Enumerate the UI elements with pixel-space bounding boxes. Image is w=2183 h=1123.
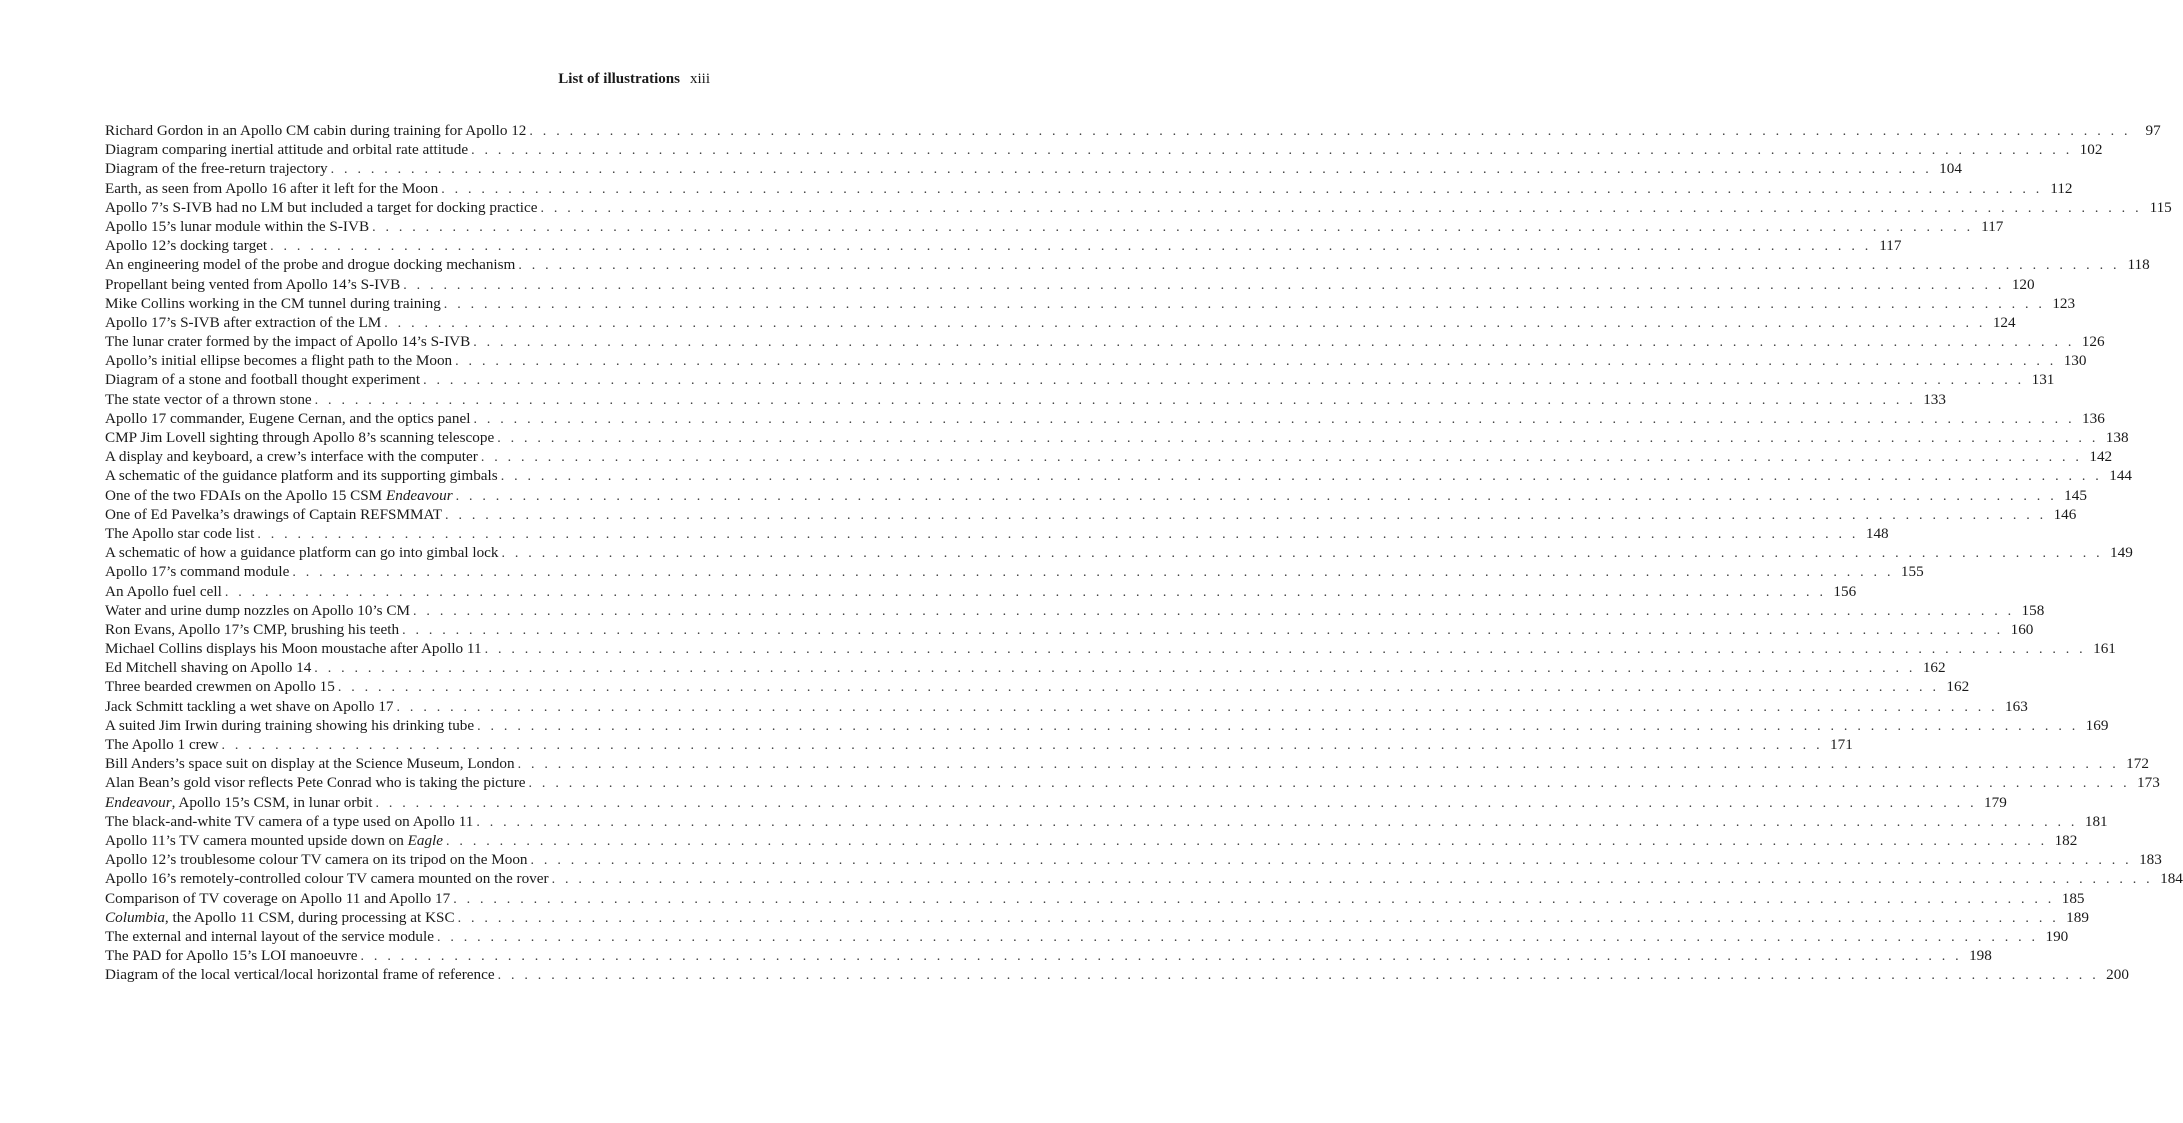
title-text: Apollo 11’s TV camera mounted upside down on [105,831,408,849]
running-head [558,70,710,88]
page-number: 179 [1984,793,2007,811]
italic-title-text: Endeavour [385,486,453,504]
dot-leader: . . . . . . . . . . . . . . . . . . . . . . . . . . . . . . . . . . . . . . . . . . . . . . . . . . . . . . . . . . . . . . . . . . . . . . . . . . . . . . . . . . . . . . . . . . . . . . . . . . . . . . . . . . . . . . . . . . . . . . . . [270,239,1872,255]
dot-leader: . . . . . . . . . . . . . . . . . . . . . . . . . . . . . . . . . . . . . . . . . . . . . . . . . . . . . . . . . . . . . . . . . . . . . . . . . . . . . . . . . . . . . . . . . . . . . . . . . . . . . . . . . . . . . . . . . . . . . . . . [484,642,2086,658]
illustration-title [105,965,498,984]
dot-leader: . . . . . . . . . . . . . . . . . . . . . . . . . . . . . . . . . . . . . . . . . . . . . . . . . . . . . . . . . . . . . . . . . . . . . . . . . . . . . . . . . . . . . . . . . . . . . . . . . . . . . . . . . . . . . . . . . . . . . . . . [473,335,2075,351]
list-item [105,793,2007,812]
list-item [105,390,1946,409]
dot-leader: . . . . . . . . . . . . . . . . . . . . . . . . . . . . . . . . . . . . . . . . . . . . . . . . . . . . . . . . . . . . . . . . . . . . . . . . . . . . . . . . . . . . . . . . . . . . . . . . . . . . . . . . . . . . . . . . . . . . . . . . [436,929,2039,945]
page-number: 142 [2089,448,2113,466]
illustration-title [105,927,437,946]
illustration-title [105,428,497,447]
list-item [105,447,2113,466]
list-item [105,179,2073,198]
page-number: 181 [2084,812,2108,830]
list-item [105,409,2105,428]
dot-leader: . . . . . . . . . . . . . . . . . . . . . . . . . . . . . . . . . . . . . . . . . . . . . . . . . . . . . . . . . . . . . . . . . . . . . . . . . . . . . . . . . . . . . . . . . . . . . . . . . . . . . . . . . . . . . . . . . . . . . . . . [221,738,1823,753]
dot-leader: . . . . . . . . . . . . . . . . . . . . . . . . . . . . . . . . . . . . . . . . . . . . . . . . . . . . . . . . . . . . . . . . . . . . . . . . . . . . . . . . . . . . . . . . . . . . . . . . . . . . . . . . . . . . . . . . . . . . . . . . [518,258,2120,274]
page-number: 145 [2064,486,2087,504]
illustration-title [105,869,552,888]
dot-leader: . . . . . . . . . . . . . . . . . . . . . . . . . . . . . . . . . . . . . . . . . . . . . . . . . . . . . . . . . . . . . . . . . . . . . . . . . . . . . . . . . . . . . . . . . . . . . . . . . . . . . . . . . . . . . . . . . . . . . . . . [443,296,2046,312]
page-number: 155 [1900,563,1924,581]
page-number: 146 [2053,505,2077,523]
illustration-title [105,447,481,466]
illustration-title [105,179,441,198]
dot-leader: . . . . . . . . . . . . . . . . . . . . . . . . . . . . . . . . . . . . . . . . . . . . . . . . . . . . . . . . . . . . . . . . . . . . . . . . . . . . . . . . . . . . . . . . . . . . . . . . . . . . . . . . . . . . . . . . . . . . . . . . [529,124,2131,139]
illustration-title [105,332,473,351]
list-item [105,543,2133,562]
dot-leader: . . . . . . . . . . . . . . . . . . . . . . . . . . . . . . . . . . . . . . . . . . . . . . . . . . . . . . . . . . . . . . . . . . . . . . . . . . . . . . . . . . . . . . . . . . . . . . . . . . . . . . . . . . . . . . . . . . . . . . . . [423,373,2025,389]
dot-leader: . . . . . . . . . . . . . . . . . . . . . . . . . . . . . . . . . . . . . . . . . . . . . . . . . . . . . . . . . . . . . . . . . . . . . . . . . . . . . . . . . . . . . . . . . . . . . . . . . . . . . . . . . . . . . . . . . . . . . . . . [471,143,2073,159]
title-text: The PAD for Apollo 15’s LOI manoeuvre [105,947,358,965]
list-item [105,620,2034,639]
page-number: 163 [2005,697,2028,715]
title-text: Diagram of a stone and football thought experiment [105,371,421,389]
illustration-title [105,505,445,524]
list-item [105,524,1889,543]
list-item [105,601,2045,620]
illustration-title [105,198,540,217]
title-text: Three bearded crewmen on Apollo 15 [105,678,335,696]
page-number: 160 [2010,620,2034,638]
dot-leader: . . . . . . . . . . . . . . . . . . . . . . . . . . . . . . . . . . . . . . . . . . . . . . . . . . . . . . . . . . . . . . . . . . . . . . . . . . . . . . . . . . . . . . . . . . . . . . . . . . . . . . . . . . . . . . . . . . . . . . . . [413,603,2015,619]
title-text: Apollo 12’s troublesome colour TV camera on its tripod on the Moon [105,851,528,869]
title-text: An Apollo fuel cell [105,582,222,600]
page-number: 120 [2011,275,2035,293]
illustration-title [105,735,221,754]
running-head-title: List of illustrations [558,71,680,87]
page-number: 198 [1969,947,1992,965]
illustration-title [105,255,518,274]
illustration-title [105,582,225,601]
list-item [105,486,2087,505]
dot-leader: . . . . . . . . . . . . . . . . . . . . . . . . . . . . . . . . . . . . . . . . . . . . . . . . . . . . . . . . . . . . . . . . . . . . . . . . . . . . . . . . . . . . . . . . . . . . . . . . . . . . . . . . . . . . . . . . . . . . . . . . [517,757,2119,773]
list-item [105,275,2035,294]
italic-title-text: Endeavour [105,793,172,811]
list-item [105,716,2109,735]
dot-leader: . . . . . . . . . . . . . . . . . . . . . . . . . . . . . . . . . . . . . . . . . . . . . . . . . . . . . . . . . . . . . . . . . . . . . . . . . . . . . . . . . . . . . . . . . . . . . . . . . . . . . . . . . . . . . . . . . . . . . . . . [360,949,1962,965]
illustration-title [105,121,529,140]
dot-leader: . . . . . . . . . . . . . . . . . . . . . . . . . . . . . . . . . . . . . . . . . . . . . . . . . . . . . . . . . . . . . . . . . . . . . . . . . . . . . . . . . . . . . . . . . . . . . . . . . . . . . . . . . . . . . . . . . . . . . . . . [501,546,2103,562]
title-text: The external and internal layout of the service module [105,927,434,945]
list-item [105,562,1924,581]
dot-leader: . . . . . . . . . . . . . . . . . . . . . . . . . . . . . . . . . . . . . . . . . . . . . . . . . . . . . . . . . . . . . . . . . . . . . . . . . . . . . . . . . . . . . . . . . . . . . . . . . . . . . . . . . . . . . . . . . . . . . . . . [396,699,1998,715]
page-number: 148 [1865,524,1889,542]
illustration-title [105,524,257,543]
list-item [105,332,2105,351]
title-text: A schematic of the guidance platform and its supporting gimbals [105,467,498,485]
title-text: Water and urine dump nozzles on Apollo 10’s CM [105,601,411,619]
list-item [105,428,2129,447]
illustration-title [105,466,501,485]
list-item [105,351,2087,370]
running-head-page-number: xiii [689,71,710,87]
list-item [105,466,2132,485]
dot-leader: . . . . . . . . . . . . . . . . . . . . . . . . . . . . . . . . . . . . . . . . . . . . . . . . . . . . . . . . . . . . . . . . . . . . . . . . . . . . . . . . . . . . . . . . . . . . . . . . . . . . . . . . . . . . . . . . . . . . . . . . [337,680,1940,696]
title-text: Diagram of the free-return trajectory [105,160,328,178]
title-text: One of Ed Pavelka’s drawings of Captain REFSMMAT [105,505,443,523]
page-number: 173 [2137,774,2160,792]
page-number: 131 [2031,371,2055,389]
list-item [105,812,2108,831]
title-text: The Apollo star code list [105,524,255,542]
dot-leader: . . . . . . . . . . . . . . . . . . . . . . . . . . . . . . . . . . . . . . . . . . . . . . . . . . . . . . . . . . . . . . . . . . . . . . . . . . . . . . . . . . . . . . . . . . . . . . . . . . . . . . . . . . . . . . . . . . . . . . . . [497,431,2099,446]
list-item [105,773,2160,792]
illustration-title [105,390,315,409]
list-item [105,255,2150,274]
title-text: Ron Evans, Apollo 17’s CMP, brushing his teeth [105,620,400,638]
title-text: Apollo 17’s command module [105,563,290,581]
title-text: Apollo 15’s lunar module within the S-IVB [105,217,370,235]
page-number: 138 [2105,429,2129,446]
dot-leader: . . . . . . . . . . . . . . . . . . . . . . . . . . . . . . . . . . . . . . . . . . . . . . . . . . . . . . . . . . . . . . . . . . . . . . . . . . . . . . . . . . . . . . . . . . . . . . . . . . . . . . . . . . . . . . . . . . . . . . . . [441,181,2043,197]
illustration-title [105,313,384,332]
illustration-title [105,773,529,792]
title-text: CMP Jim Lovell sighting through Apollo 8’s scanning telescope [105,429,495,446]
page-number: 149 [2110,544,2133,562]
illustration-title [105,908,458,927]
list-item [105,159,1962,178]
illustration-title [105,639,485,658]
dot-leader: . . . . . . . . . . . . . . . . . . . . . . . . . . . . . . . . . . . . . . . . . . . . . . . . . . . . . . . . . . . . . . . . . . . . . . . . . . . . . . . . . . . . . . . . . . . . . . . . . . . . . . . . . . . . . . . . . . . . . . . . [455,354,2057,370]
illustration-title [105,658,314,677]
illustration-title [105,140,471,159]
title-text: The black-and-white TV camera of a type used on Apollo 11 [105,812,474,830]
title-text: A suited Jim Irwin during training showing his drinking tube [105,716,475,734]
title-text: The lunar crater formed by the impact of Apollo 14’s S-IVB [105,333,471,351]
italic-title-text: Eagle [407,831,444,849]
title-text: Diagram of the local vertical/local horizontal frame of reference [105,966,495,984]
illustration-title [105,562,292,581]
dot-leader: . . . . . . . . . . . . . . . . . . . . . . . . . . . . . . . . . . . . . . . . . . . . . . . . . . . . . . . . . . . . . . . . . . . . . . . . . . . . . . . . . . . . . . . . . . . . . . . . . . . . . . . . . . . . . . . . . . . . . . . . [257,526,1859,542]
page-number: 189 [2066,908,2089,926]
page-number: 130 [2063,352,2087,370]
page-number: 112 [2050,179,2073,197]
illustration-title [105,159,331,178]
list-item [105,735,1853,754]
dot-leader: . . . . . . . . . . . . . . . . . . . . . . . . . . . . . . . . . . . . . . . . . . . . . . . . . . . . . . . . . . . . . . . . . . . . . . . . . . . . . . . . . . . . . . . . . . . . . . . . . . . . . . . . . . . . . . . . . . . . . . . . [457,910,2059,926]
dot-leader: . . . . . . . . . . . . . . . . . . . . . . . . . . . . . . . . . . . . . . . . . . . . . . . . . . . . . . . . . . . . . . . . . . . . . . . . . . . . . . . . . . . . . . . . . . . . . . . . . . . . . . . . . . . . . . . . . . . . . . . . [384,315,1986,331]
title-text: Michael Collins displays his Moon moustache after Apollo 11 [105,640,482,658]
list-item [105,889,2085,908]
illustration-title [105,620,402,639]
dot-leader: . . . . . . . . . . . . . . . . . . . . . . . . . . . . . . . . . . . . . . . . . . . . . . . . . . . . . . . . . . . . . . . . . . . . . . . . . . . . . . . . . . . . . . . . . . . . . . . . . . . . . . . . . . . . . . . . . . . . . . . . [480,450,2083,466]
page-number: 115 [2149,198,2172,216]
title-text: Bill Anders’s space suit on display at the Science Museum, London [105,755,515,773]
page-number: 171 [1830,736,1853,753]
illustration-title [105,946,361,965]
list-item [105,639,2116,658]
illustration-title [105,754,518,773]
title-text: Ed Mitchell shaving on Apollo 14 [105,659,312,677]
title-text: Apollo 7’s S-IVB had no LM but included a target for docking practice [105,198,538,216]
list-item [105,831,2078,850]
list-item [105,658,1946,677]
list-item [105,927,2069,946]
title-text: , the Apollo 11 CSM, during processing at KSC [164,908,455,926]
page-number: 117 [1981,217,2004,235]
list-item [105,908,2089,927]
dot-leader: . . . . . . . . . . . . . . . . . . . . . . . . . . . . . . . . . . . . . . . . . . . . . . . . . . . . . . . . . . . . . . . . . . . . . . . . . . . . . . . . . . . . . . . . . . . . . . . . . . . . . . . . . . . . . . . . . . . . . . . . [540,200,2142,216]
illustration-title [105,601,413,620]
page-number: 102 [2079,141,2103,159]
title-text: Comparison of TV coverage on Apollo 11 and Apollo 17 [105,889,451,907]
dot-leader: . . . . . . . . . . . . . . . . . . . . . . . . . . . . . . . . . . . . . . . . . . . . . . . . . . . . . . . . . . . . . . . . . . . . . . . . . . . . . . . . . . . . . . . . . . . . . . . . . . . . . . . . . . . . . . . . . . . . . . . . [330,162,1932,178]
dot-leader: . . . . . . . . . . . . . . . . . . . . . . . . . . . . . . . . . . . . . . . . . . . . . . . . . . . . . . . . . . . . . . . . . . . . . . . . . . . . . . . . . . . . . . . . . . . . . . . . . . . . . . . . . . . . . . . . . . . . . . . . [500,469,2102,485]
dot-leader: . . . . . . . . . . . . . . . . . . . . . . . . . . . . . . . . . . . . . . . . . . . . . . . . . . . . . . . . . . . . . . . . . . . . . . . . . . . . . . . . . . . . . . . . . . . . . . . . . . . . . . . . . . . . . . . . . . . . . . . . [372,219,1974,235]
page-number: 200 [2106,966,2129,984]
list-item [105,697,2028,716]
dot-leader: . . . . . . . . . . . . . . . . . . . . . . . . . . . . . . . . . . . . . . . . . . . . . . . . . . . . . . . . . . . . . . . . . . . . . . . . . . . . . . . . . . . . . . . . . . . . . . . . . . . . . . . . . . . . . . . . . . . . . . . . [292,565,1894,581]
page-number: 184 [2160,870,2183,888]
dot-leader: . . . . . . . . . . . . . . . . . . . . . . . . . . . . . . . . . . . . . . . . . . . . . . . . . . . . . . . . . . . . . . . . . . . . . . . . . . . . . . . . . . . . . . . . . . . . . . . . . . . . . . . . . . . . . . . . . . . . . . . . [497,968,2099,984]
title-text: Alan Bean’s gold visor reflects Pete Conrad who is taking the picture [105,774,526,792]
title-text: Richard Gordon in an Apollo CM cabin during training for Apollo 12 [105,122,527,139]
dot-leader: . . . . . . . . . . . . . . . . . . . . . . . . . . . . . . . . . . . . . . . . . . . . . . . . . . . . . . . . . . . . . . . . . . . . . . . . . . . . . . . . . . . . . . . . . . . . . . . . . . . . . . . . . . . . . . . . . . . . . . . . [528,776,2130,792]
title-text: An engineering model of the probe and drogue docking mechanism [105,256,516,274]
illustration-title [105,486,456,505]
illustration-title [105,543,502,562]
list-item [105,236,1902,255]
dot-leader: . . . . . . . . . . . . . . . . . . . . . . . . . . . . . . . . . . . . . . . . . . . . . . . . . . . . . . . . . . . . . . . . . . . . . . . . . . . . . . . . . . . . . . . . . . . . . . . . . . . . . . . . . . . . . . . . . . . . . . . . [402,622,2004,638]
dot-leader: . . . . . . . . . . . . . . . . . . . . . . . . . . . . . . . . . . . . . . . . . . . . . . . . . . . . . . . . . . . . . . . . . . . . . . . . . . . . . . . . . . . . . . . . . . . . . . . . . . . . . . . . . . . . . . . . . . . . . . . . [476,814,2078,830]
title-text: , Apollo 15’s CSM, in lunar orbit [171,793,373,811]
dot-leader: . . . . . . . . . . . . . . . . . . . . . . . . . . . . . . . . . . . . . . . . . . . . . . . . . . . . . . . . . . . . . . . . . . . . . . . . . . . . . . . . . . . . . . . . . . . . . . . . . . . . . . . . . . . . . . . . . . . . . . . . [453,891,2055,907]
page-number: 185 [2061,889,2085,907]
dot-leader: . . . . . . . . . . . . . . . . . . . . . . . . . . . . . . . . . . . . . . . . . . . . . . . . . . . . . . . . . . . . . . . . . . . . . . . . . . . . . . . . . . . . . . . . . . . . . . . . . . . . . . . . . . . . . . . . . . . . . . . . [530,853,2132,869]
italic-title-text: Columbia [105,908,165,926]
page-number: 118 [2127,256,2150,274]
page-number: 182 [2054,831,2078,849]
list-item [105,754,2149,773]
list-item [105,869,2183,888]
dot-leader: . . . . . . . . . . . . . . . . . . . . . . . . . . . . . . . . . . . . . . . . . . . . . . . . . . . . . . . . . . . . . . . . . . . . . . . . . . . . . . . . . . . . . . . . . . . . . . . . . . . . . . . . . . . . . . . . . . . . . . . . [375,795,1977,811]
title-text: Jack Schmitt tackling a wet shave on Apollo 17 [105,697,394,715]
title-text: Apollo 16’s remotely-controlled colour TV camera mounted on the rover [105,870,549,888]
title-text: A schematic of how a guidance platform can go into gimbal lock [105,544,499,562]
illustration-title [105,275,403,294]
page-number: 133 [1923,390,1946,408]
list-item [105,370,2055,389]
page-number: 162 [1946,678,1970,696]
dot-leader: . . . . . . . . . . . . . . . . . . . . . . . . . . . . . . . . . . . . . . . . . . . . . . . . . . . . . . . . . . . . . . . . . . . . . . . . . . . . . . . . . . . . . . . . . . . . . . . . . . . . . . . . . . . . . . . . . . . . . . . . [455,488,2057,504]
dot-leader: . . . . . . . . . . . . . . . . . . . . . . . . . . . . . . . . . . . . . . . . . . . . . . . . . . . . . . . . . . . . . . . . . . . . . . . . . . . . . . . . . . . . . . . . . . . . . . . . . . . . . . . . . . . . . . . . . . . . . . . . [314,661,1916,677]
illustration-title [105,697,397,716]
page-number: 104 [1939,160,1962,178]
list-item [105,121,2161,140]
title-text: The state vector of a thrown stone [105,390,312,408]
title-text: Apollo’s initial ellipse becomes a flight path to the Moon [105,352,453,370]
list-item [105,217,2004,236]
page-number: 183 [2139,851,2162,869]
illustration-title [105,793,375,812]
page-number: 126 [2081,333,2105,351]
illustration-title [105,850,531,869]
list-item [105,505,2077,524]
illustration-title [105,889,453,908]
list-item [105,198,2172,217]
title-text: Diagram comparing inertial attitude and orbital rate attitude [105,141,469,159]
title-text: Apollo 12’s docking target [105,237,268,255]
title-text: Mike Collins working in the CM tunnel during training [105,294,441,312]
dot-leader: . . . . . . . . . . . . . . . . . . . . . . . . . . . . . . . . . . . . . . . . . . . . . . . . . . . . . . . . . . . . . . . . . . . . . . . . . . . . . . . . . . . . . . . . . . . . . . . . . . . . . . . . . . . . . . . . . . . . . . . . [224,584,1827,600]
page-number: 158 [2021,601,2045,619]
title-text: Earth, as seen from Apollo 16 after it left for the Moon [105,179,439,197]
page-number: 162 [1922,659,1946,677]
list-item [105,677,1970,696]
title-text: A display and keyboard, a crew’s interface with the computer [105,448,478,466]
list-item [105,965,2129,984]
list-item [105,850,2162,869]
dot-leader: . . . . . . . . . . . . . . . . . . . . . . . . . . . . . . . . . . . . . . . . . . . . . . . . . . . . . . . . . . . . . . . . . . . . . . . . . . . . . . . . . . . . . . . . . . . . . . . . . . . . . . . . . . . . . . . . . . . . . . . . [445,507,2047,523]
illustration-title [105,370,423,389]
illustrations-list [105,121,2183,984]
list-item [105,946,1992,965]
illustration-title [105,409,473,428]
page-number: 117 [1879,237,1902,255]
title-text: Apollo 17 commander, Eugene Cernan, and the optics panel [105,409,471,427]
dot-leader: . . . . . . . . . . . . . . . . . . . . . . . . . . . . . . . . . . . . . . . . . . . . . . . . . . . . . . . . . . . . . . . . . . . . . . . . . . . . . . . . . . . . . . . . . . . . . . . . . . . . . . . . . . . . . . . . . . . . . . . . [477,718,2079,734]
page-number: 144 [2109,467,2132,485]
page-number: 97 [2145,122,2161,139]
illustration-title [105,217,372,236]
dot-leader: . . . . . . . . . . . . . . . . . . . . . . . . . . . . . . . . . . . . . . . . . . . . . . . . . . . . . . . . . . . . . . . . . . . . . . . . . . . . . . . . . . . . . . . . . . . . . . . . . . . . . . . . . . . . . . . . . . . . . . . . [446,833,2048,849]
page-number: 124 [1992,313,2016,331]
illustration-title [105,236,270,255]
page-number: 156 [1833,582,1857,600]
page-number: 123 [2052,294,2076,312]
dot-leader: . . . . . . . . . . . . . . . . . . . . . . . . . . . . . . . . . . . . . . . . . . . . . . . . . . . . . . . . . . . . . . . . . . . . . . . . . . . . . . . . . . . . . . . . . . . . . . . . . . . . . . . . . . . . . . . . . . . . . . . . [314,392,1916,408]
title-text: One of the two FDAIs on the Apollo 15 CSM [105,486,386,504]
dot-leader: . . . . . . . . . . . . . . . . . . . . . . . . . . . . . . . . . . . . . . . . . . . . . . . . . . . . . . . . . . . . . . . . . . . . . . . . . . . . . . . . . . . . . . . . . . . . . . . . . . . . . . . . . . . . . . . . . . . . . . . . [551,872,2153,888]
illustration-title [105,294,444,313]
page-number: 136 [2082,409,2105,427]
page-number: 169 [2085,716,2109,734]
list-item [105,140,2103,159]
illustration-title [105,677,338,696]
list-item [105,294,2076,313]
page-number: 190 [2045,927,2069,945]
title-text: The Apollo 1 crew [105,736,219,753]
title-text: Propellant being vented from Apollo 14’s S-IVB [105,275,401,293]
page-number: 172 [2126,755,2149,773]
list-item [105,582,1857,601]
illustration-title [105,812,476,831]
page-number: 161 [2093,640,2116,658]
dot-leader: . . . . . . . . . . . . . . . . . . . . . . . . . . . . . . . . . . . . . . . . . . . . . . . . . . . . . . . . . . . . . . . . . . . . . . . . . . . . . . . . . . . . . . . . . . . . . . . . . . . . . . . . . . . . . . . . . . . . . . . . [403,277,2005,293]
illustration-title [105,831,446,850]
dot-leader: . . . . . . . . . . . . . . . . . . . . . . . . . . . . . . . . . . . . . . . . . . . . . . . . . . . . . . . . . . . . . . . . . . . . . . . . . . . . . . . . . . . . . . . . . . . . . . . . . . . . . . . . . . . . . . . . . . . . . . . . [473,411,2075,427]
list-item [105,313,2016,332]
title-text: Apollo 17’s S-IVB after extraction of the LM [105,313,382,331]
illustration-title [105,351,455,370]
illustration-title [105,716,477,735]
